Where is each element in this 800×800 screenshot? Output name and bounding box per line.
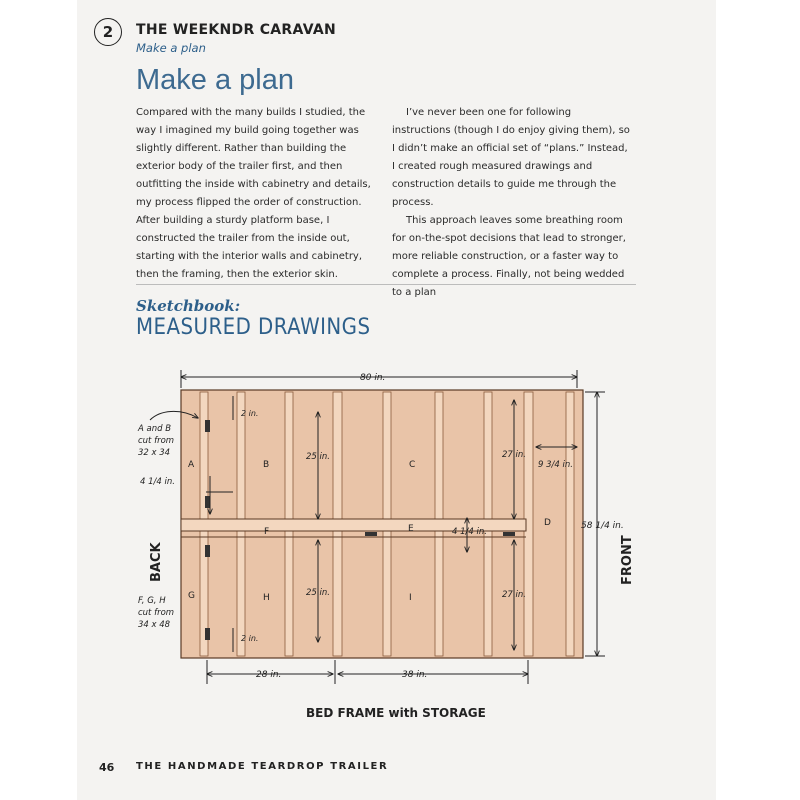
stud: [566, 392, 574, 656]
dimension-38-label: 38 in.: [402, 670, 428, 680]
sketchbook-title: MEASURED DRAWINGS: [136, 315, 371, 340]
chapter-subtitle: Make a plan: [136, 41, 206, 55]
dimension-height-label: 58 1/4 in.: [581, 521, 624, 531]
page-number: 46: [99, 761, 115, 774]
section-label-d: D: [544, 518, 551, 528]
body-paragraph: I’ve never been one for following instructions (though I do enjoy giving them), so I didn’t make an official set of “plans.” Instead, I created rough measured drawings and construction details to guide me through the process.: [392, 107, 630, 208]
section-label-a: A: [188, 460, 195, 470]
hinge: [365, 532, 377, 536]
dimension-25-bottom-label: 25 in.: [306, 588, 330, 598]
dimension-9-3-4-label: 9 3/4 in.: [538, 460, 573, 470]
dimension-2-bottom-label: 2 in.: [241, 634, 259, 643]
section-label-f: F: [264, 527, 270, 537]
dimension-27-top-label: 27 in.: [502, 450, 526, 460]
note-ab-line: A and B: [138, 424, 172, 434]
dimension-4-1-4-left-label: 4 1/4 in.: [140, 477, 175, 487]
note-fgh-line: cut from: [138, 608, 175, 618]
running-footer-title: THE HANDMADE TEARDROP TRAILER: [136, 761, 389, 772]
hinge: [205, 545, 210, 557]
hinge: [205, 420, 210, 432]
body-paragraph: This approach leaves some breathing room for on-the-spot decisions that lead to stronger, more reliable construction, or a faster way to complete a process. Finally, not being wedded to a plan: [392, 215, 626, 298]
hinge: [205, 496, 210, 508]
hinge: [503, 532, 515, 536]
note-fgh-line: F, G, H: [138, 596, 166, 606]
section-label-i: I: [409, 593, 412, 603]
section-label-h: H: [263, 593, 270, 603]
dimension-27-bottom-label: 27 in.: [502, 590, 526, 600]
note-fgh: [138, 596, 177, 630]
hinge: [205, 628, 210, 640]
dimension-4-1-4-mid-label: 4 1/4 in.: [452, 527, 487, 537]
dimension-width-label: 80 in.: [360, 373, 386, 383]
dimension-28-label: 28 in.: [256, 670, 282, 680]
section-label-c: C: [409, 460, 416, 470]
body-paragraph: Compared with the many builds I studied, the way I imagined my build going together was slightly different. Rather than building the exterior body of the trailer first, and then outfitting the inside with cabinetry and details, my process flipped the order of construction. After building a sturdy platform base, I constructed the trailer from the inside out, starting with the interior walls and cabinetry, then the framing, then the exterior skin.: [136, 107, 371, 280]
label-front: FRONT: [620, 535, 635, 585]
section-label-b: B: [263, 460, 270, 470]
note-ab-line: 32 x 34: [138, 448, 171, 458]
dimension-2-top-label: 2 in.: [241, 409, 259, 418]
section-heading: Make a plan: [136, 64, 294, 96]
chapter-title: THE WEEKNDR CARAVAN: [136, 22, 337, 38]
note-ab: [137, 424, 177, 458]
section-label-e: E: [408, 524, 414, 534]
note-ab-line: cut from: [138, 436, 175, 446]
label-back: BACK: [149, 542, 164, 582]
sketchbook-label: Sketchbook:: [136, 297, 241, 315]
note-fgh-line: 34 x 48: [138, 620, 171, 630]
chapter-number-badge: 2: [94, 18, 122, 46]
section-label-g: G: [188, 591, 195, 601]
drawing-caption: BED FRAME with STORAGE: [306, 706, 486, 720]
dimension-25-top-label: 25 in.: [306, 452, 330, 462]
